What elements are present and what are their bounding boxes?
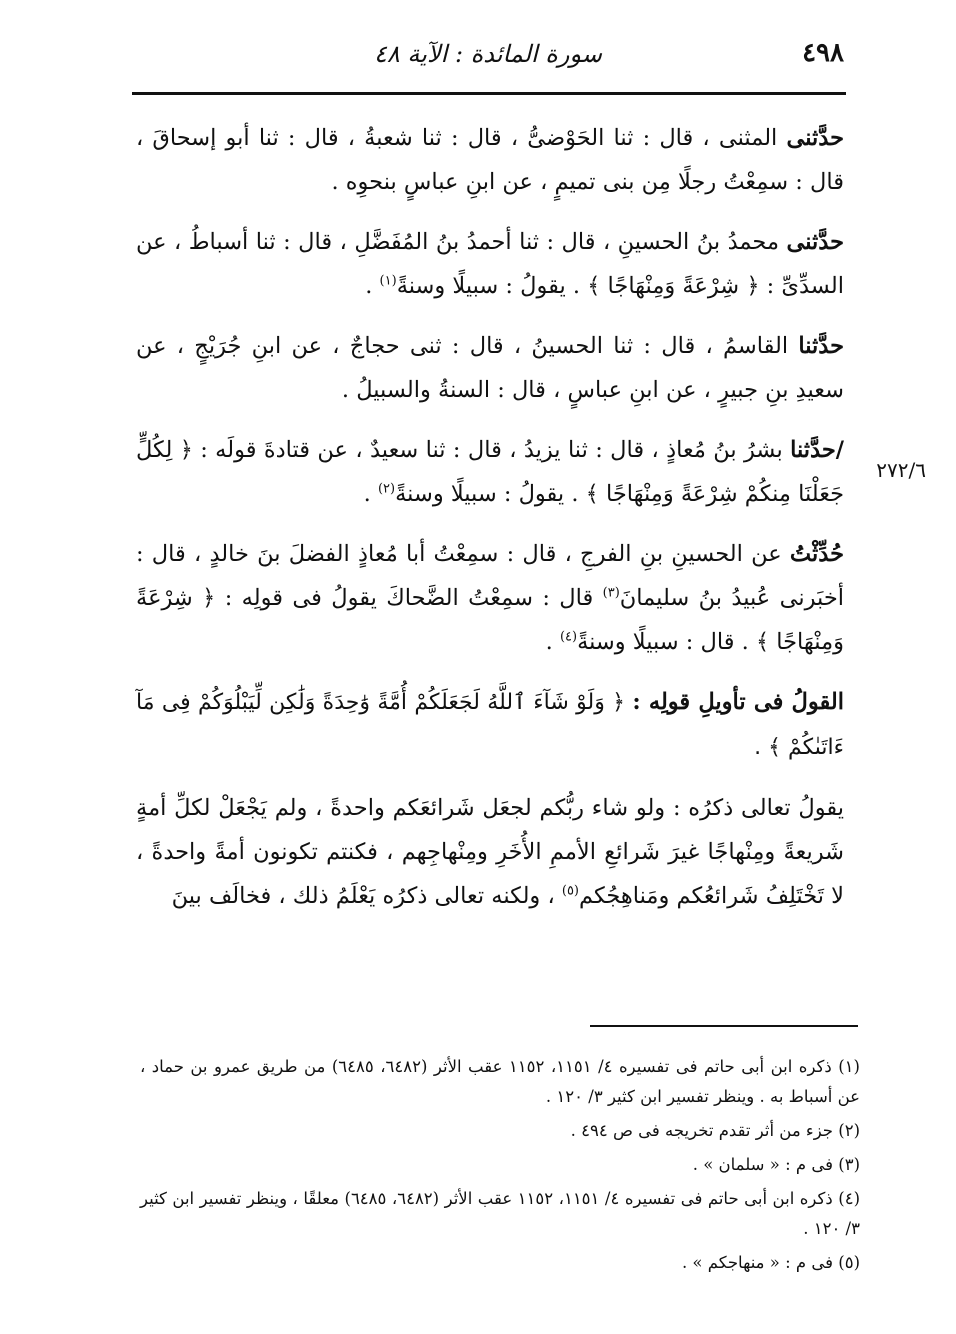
paragraph-text: يقولُ تعالى ذكرُه : ولو شاء ربُّكم لجعَل شَرائعَكم واحدةً ، ولم يَجْعَلْ لكلِّ أمةٍ شَريعةً ومِنْهاجًا غيرَ شَرائعِ الأممِ الأُخَرِ ومِنْهاجِهم ، فكنتم تكونون أمةً واحدةً ، لا تَخْتَلِفُ شَرائعُكم ومَناهِجُكم (136, 795, 844, 909)
paragraph-3 (136, 324, 844, 412)
paragraph-text: بشرُ بنُ مُعاذٍ ، قال : ثنا يزيدُ ، قال : ثنا سعيدٌ ، عن قتادةَ قولَه : ﴿ لِكُلٍّ جَعَلْنَا مِنكُمْ شِرْعَةً وَمِنْهَاجًا ﴾ . يقولُ : سبيلًا وسنةً (136, 437, 844, 507)
paragraph-text-continued: ، ولكنه تعالى ذكرُه يَعْلَمُ ذلك ، فخالَف بينَ (171, 883, 562, 909)
page-number: ٤٩٨ (802, 38, 844, 68)
footnote-marker: (٢) (377, 481, 396, 497)
footnote-marker: (٣) (602, 585, 620, 601)
footnote-marker: (٤) (559, 629, 578, 645)
paragraph-7 (136, 786, 844, 918)
paragraph-5: حُدِّثْتُ عن الحسينِ بنِ الفرجِ ، قال : سمِعْتُ أبا مُعاذٍ الفضلَ بنَ خالدٍ ، قال : أخبَرنى عُبيدُ بنُ سليمانَ$^{(٣)}$ قال : سمِعْتُ الضَّحاكَ يقولُ فى قولِه : ﴿ شِرْعَةً وَمِنْهَاجًا ﴾ . قال : سبيلًا وسنةً$^{(٤)}$ . (136, 541, 844, 655)
footnote-5: (٥) فى م : « منهاجكم » . (681, 1253, 860, 1272)
paragraph-text: عن الحسينِ بنِ الفرجِ ، قال : سمِعْتُ أبا مُعاذٍ الفضلَ بنَ خالدٍ ، قال : أخبَرنى عُبيدُ بنُ سليمانَ (136, 541, 844, 611)
paragraph-lead: حدَّثنا (798, 333, 844, 359)
footnote-divider (590, 1025, 858, 1027)
paragraph-lead: حُدِّثْتُ (789, 541, 844, 567)
paragraph-lead: /حدَّثنا (790, 437, 844, 463)
footnote-4: (٤) ذكره ابن أبى حاتم فى تفسيره ٤/ ١١٥١، ١١٥٢ عقب الأثر (٦٤٨٢، ٦٤٨٥) معلقًا ، وينظر تفسير ابن كثير ٣/ ١٢٠ . (140, 1189, 860, 1238)
paragraph-lead: القولُ فى تأويلِ قولِه : (632, 689, 844, 715)
quran-verse: ﴿ وَلَوْ شَآءَ ٱللَّهُ لَجَعَلَكُمْ أُمَّةً وَٰحِدَةً وَلَٰكِن لِّيَبْلُوَكُمْ فِى مَآ ءَاتَىٰكُمْ ﴾ . (136, 690, 844, 760)
paragraph-text: محمدُ بنُ الحسينِ ، قال : ثنا أحمدُ بنُ المُفَضَّلِ ، قال : ثنا أسباطُ ، عن السدِّىِّ : ﴿ شِرْعَةً وَمِنْهَاجًا ﴾ . يقولُ : سبيلًا وسنةً (136, 229, 844, 299)
margin-reference: ٢٧٢/٦ (876, 458, 926, 482)
footnotes (140, 1052, 860, 1282)
main-text (136, 116, 844, 934)
paragraph-4: /حدَّثنا بشرُ بنُ مُعاذٍ ، قال : ثنا يزيدُ ، قال : ثنا سعيدٌ ، عن قتادةَ قولَه : ﴿ لِكُلٍّ جَعَلْنَا مِنكُمْ شِرْعَةً وَمِنْهَاجًا ﴾ . يقولُ : سبيلًا وسنةً$^{(٢)}$ . (136, 437, 844, 507)
footnote-marker: (٥) (561, 883, 579, 899)
header-divider (132, 92, 846, 95)
paragraph-1 (136, 116, 844, 204)
footnote-3: (٣) فى م : « سلمان » . (692, 1155, 860, 1174)
footnote-1: (١) ذكره ابن أبى حاتم فى تفسيره ٤/ ١١٥١، ١١٥٢ عقب الأثر (٦٤٨٢، ٦٤٨٥) من طريق عمرو بن حماد ، عن أسباط به . وينظر تفسير ابن كثير ٣/ ١٢٠ . (140, 1057, 860, 1106)
paragraph-text: القاسمُ ، قال : ثنا الحسينُ ، قال : ثنى حجاجٌ ، عن ابنِ جُرَيْجٍ ، عن سعيدِ بنِ جبيرٍ ، عن ابنِ عباسٍ ، قال : السنةُ والسبيلُ . (136, 333, 844, 403)
paragraph-2: حدَّثنى محمدُ بنُ الحسينِ ، قال : ثنا أحمدُ بنُ المُفَضَّلِ ، قال : ثنا أسباطُ ، عن السدِّىِّ : ﴿ شِرْعَةً وَمِنْهَاجًا ﴾ . يقولُ : سبيلًا وسنةً$^{(١)}$ . (136, 229, 844, 299)
paragraph-lead: حدَّثنى (786, 229, 844, 255)
paragraph-text-continued: قال : سمِعْتُ الضَّحاكَ يقولُ فى قولِه : ﴿ شِرْعَةً وَمِنْهَاجًا ﴾ . قال : سبيلًا وسنةً (136, 585, 844, 655)
running-title: سورة المائدة : الآية ٤٨ (374, 40, 602, 68)
paragraph-6 (136, 680, 844, 770)
paragraph-lead: حدَّثنى (786, 125, 844, 151)
paragraph-text: المثنى ، قال : ثنا الحَوْضىُّ ، قال : ثنا شعبةُ ، قال : ثنا أبو إسحاقَ ، قال : سمِعْتُ رجلًا مِن بنى تميمٍ ، عن ابنِ عباسٍ بنحوِه . (136, 125, 844, 195)
footnote-2: (٢) جزء من أثر تقدم تخريجه فى ص ٤٩٤ . (570, 1121, 860, 1140)
page-header (132, 36, 844, 86)
footnote-marker: (١) (379, 273, 397, 289)
